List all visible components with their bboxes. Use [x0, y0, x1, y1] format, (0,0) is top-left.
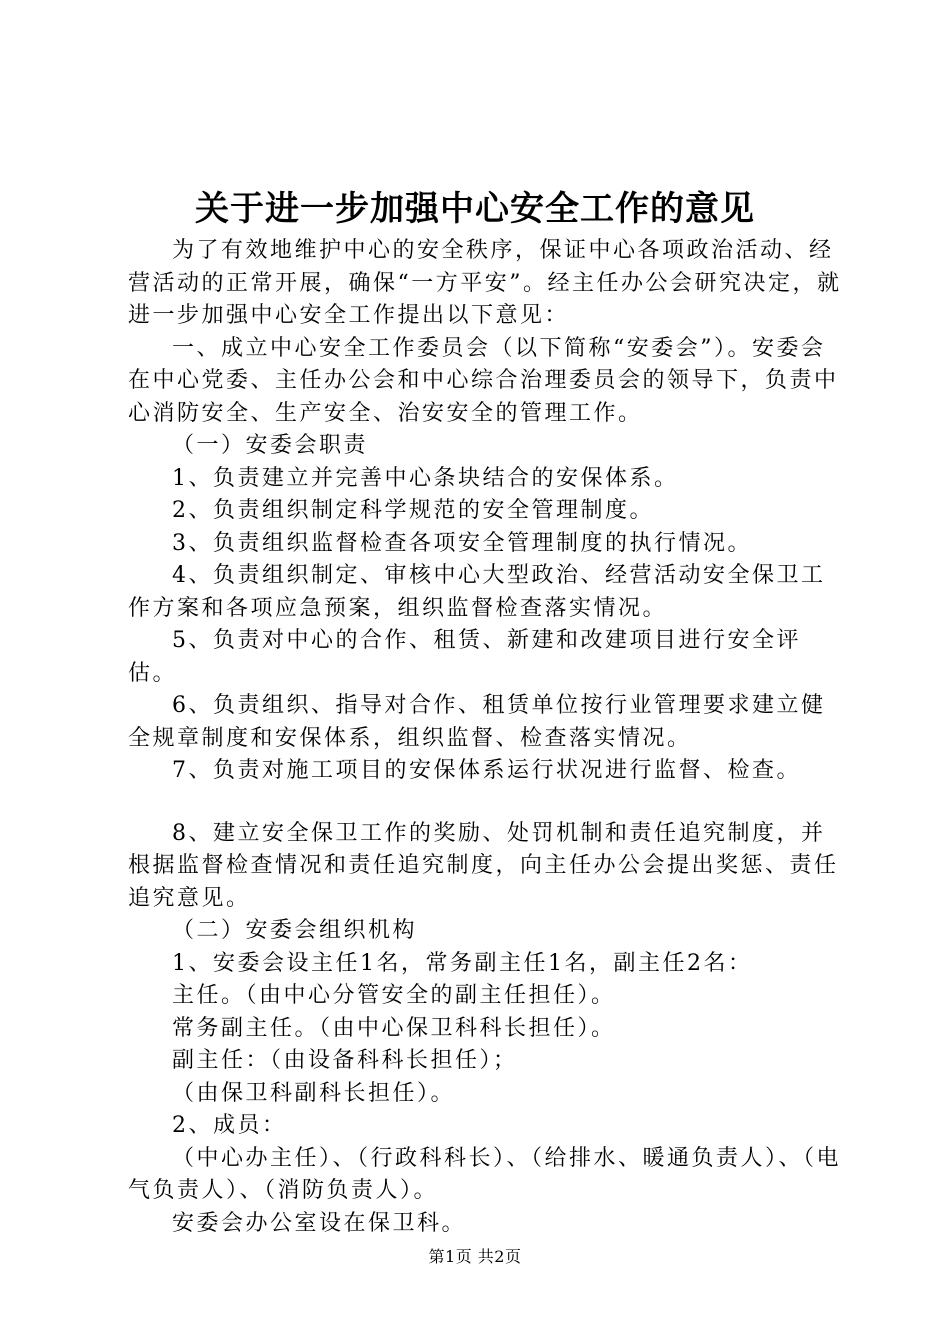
duty-item-6: 6、负责组织、指导对合作、租赁单位按行业管理要求建立健全规章制度和安保体系，组织监督、检查落实情况。 [128, 693, 826, 751]
duty-item-8: 8、建立安全保卫工作的奖励、处罚机制和责任追究制度，并根据监督检查情况和责任追究制度，向主任办公会提出奖惩、责任追究意见。 [128, 820, 839, 911]
org-members: （中心办主任）、（行政科科长）、（给排水、暖通负责人）、（电气负责人）、（消防负责人）。 [128, 1145, 842, 1203]
org-deputy-1: 副主任：（由设备科科长担任）； [172, 1048, 518, 1073]
duty-item-2: 2、负责组织制定科学规范的安全管理制度。 [172, 498, 654, 523]
org-director: 主任。（由中心分管安全的副主任担任）。 [172, 983, 616, 1008]
org-item-1: 1、安委会设主任1名，常务副主任1名，副主任2名： [172, 950, 753, 976]
paragraph-intro: 为了有效地维护中心的安全秩序，保证中心各项政治活动、经营活动的正常开展，确保“一方平安”。经主任办公会研究决定，就进一步加强中心安全工作提出以下意见： [128, 238, 842, 328]
org-office: 安委会办公室设在保卫科。 [172, 1210, 467, 1236]
duty-item-5: 5、负责对中心的合作、租赁、新建和改建项目进行安全评估。 [128, 628, 801, 686]
duty-item-7: 7、负责对施工项目的安保体系运行状况进行监督、检查。 [172, 758, 801, 783]
org-item-2: 2、成员： [172, 1113, 287, 1138]
org-deputy-2: （由保卫科副科长担任）。 [172, 1080, 456, 1106]
org-executive-deputy: 常务副主任。（由中心保卫科科长担任）。 [172, 1015, 616, 1041]
page-footer: 第1页 共2页 [428, 1247, 522, 1266]
paragraph-section-one: 一、成立中心安全工作委员会（以下简称“安委会”）。安委会在中心党委、主任办公会和中心综合治理委员会的领导下，负责中心消防安全、生产安全、治安安全的管理工作。 [128, 335, 839, 426]
duty-item-4: 4、负责组织制定、审核中心大型政治、经营活动安全保卫工作方案和各项应急预案，组织监督检查落实情况。 [128, 563, 826, 621]
duty-item-3: 3、负责组织监督检查各项安全管理制度的执行情况。 [172, 530, 752, 556]
heading-committee-organization: （二）安委会组织机构 [172, 918, 418, 943]
document-title: 关于进一步加强中心安全工作的意见 [195, 189, 755, 229]
duty-item-1: 1、负责建立并完善中心条块结合的安保体系。 [172, 465, 679, 491]
heading-committee-duties: （一）安委会职责 [172, 433, 369, 458]
document-body [128, 235, 848, 1240]
